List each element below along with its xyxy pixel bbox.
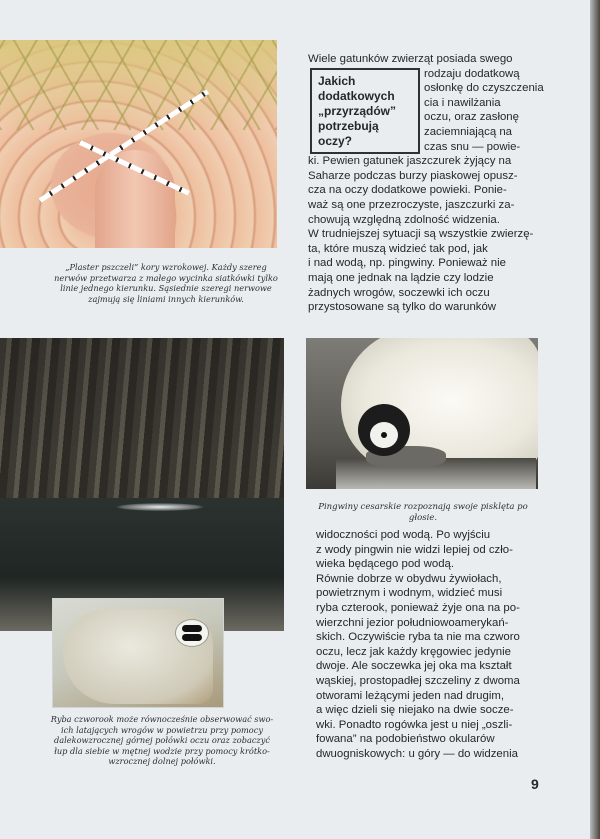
fish-caption	[44, 714, 280, 767]
penguin-chick	[358, 404, 410, 456]
text-line: ki. Pewien gatunek jaszczurek żyjący na	[308, 155, 512, 168]
text-line: chowują względną zdolność widzenia.	[308, 213, 500, 226]
water-surface-photo	[0, 338, 284, 631]
text-line: dwoje. Ale soczewka jej oka ma kształt	[316, 660, 512, 673]
honeycomb-cortex-photo	[0, 40, 277, 248]
caption-line: Pingwiny cesarskie rozpoznają swoje pisklęta po głosie.	[318, 502, 528, 523]
text-line: czas snu — powie-	[424, 140, 521, 153]
caption-line: zajmują się liniami innych kierunków.	[88, 293, 244, 304]
text-line: powietrznym i wodnym, widzieć musi	[316, 587, 503, 600]
text-line: widoczności pod wodą. Po wyjściu	[316, 529, 491, 541]
text-line: W trudniejszej sytuacji są wszystkie zwierzę-	[308, 228, 534, 241]
caption-line: linie jednego kierunku. Sąsiednie szeregi nerwowe	[60, 283, 272, 293]
text-line: cza na oczy dodatkowe powieki. Ponie-	[308, 184, 507, 197]
text-line: skich. Oczywiście ryba ta nie ma czworo	[316, 631, 520, 644]
text-line: rodzaju dodatkową	[424, 67, 520, 80]
bottom-text-column	[316, 528, 542, 762]
text-line: wierzchni jezior południowoamerykań-	[316, 616, 509, 629]
text-line: Równie dobrze w obydwu żywiołach,	[316, 572, 502, 585]
text-line: ryba czterook, ponieważ żyje ona na po-	[316, 601, 520, 614]
text-line: fowana” na podobieństwo okularów	[316, 733, 495, 746]
text-line: a więc dzieli się niejako na dwie socze-	[316, 704, 514, 717]
text-line: wki. Ponadto rogówka jest u niej „oszli-	[316, 718, 513, 731]
caption-line: Ryba czworook może równocześnie obserwować swo-	[50, 714, 274, 724]
text-line: otworami leżącymi jeden nad drugim,	[316, 689, 505, 702]
question-line: oczy?	[318, 134, 353, 148]
question-box	[310, 68, 420, 154]
text-line: przystosowane są tylko do warunków	[308, 301, 497, 314]
text-line: waż są one przezroczyste, jaszczurki za-	[308, 198, 515, 211]
text-line: dwuogniskowych: u góry — do widzenia	[316, 747, 518, 760]
caption-line: nerwów przetwarza z małego wycinka siatkówki tylko	[54, 272, 278, 283]
text-line: mają one jednak na lądzie czy lodzie	[308, 271, 494, 284]
caption-line: dalekowzrocznej górnej połówki oczu oraz zobaczyć	[54, 735, 270, 745]
text-line: wąskiej, prostopadłej szczeliny z dwoma	[316, 674, 520, 687]
page-edge-shadow	[590, 0, 600, 839]
text-line: osłonkę do czyszczenia	[424, 82, 544, 95]
question-line: dodatkowych	[318, 89, 395, 103]
text-line: oczu, lecz jak każdy kręgowiec jedynie	[316, 645, 511, 658]
text-line: i nad wodą, np. pingwiny. Ponieważ nie	[308, 257, 506, 270]
penguin-caption	[305, 502, 541, 523]
text-line: Saharze podczas burzy piaskowej opusz-	[308, 169, 518, 182]
text-line: ta, które muszą widzieć tak pod, jak	[308, 242, 488, 255]
caption-line: ich latających wrogów w powietrzu przy pomocy	[61, 724, 263, 735]
text-line: wieka będącego pod wodą.	[316, 558, 455, 571]
page-number: 9	[531, 776, 539, 792]
caption-line: „Plaster pszczeli” kory wzrokowej. Każdy szereg	[65, 262, 267, 272]
four-eyed-fish-photo	[52, 598, 224, 708]
text-line: z wody pingwin nie widzi lepiej od czło-	[316, 543, 513, 556]
water-ripple	[115, 503, 205, 511]
fish-eye	[175, 619, 209, 647]
text-line: zaciemniającą na	[424, 125, 513, 138]
honeycomb-caption	[48, 262, 284, 304]
question-line: potrzebują	[318, 119, 379, 133]
text-line: cia i nawilżania	[424, 96, 501, 109]
caption-line: wzrocznej dolnej połówki.	[108, 756, 216, 766]
text-line: Wiele gatunków zwierząt posiada swego	[308, 53, 513, 65]
caption-line: łup dla siebie w mętnej wodzie przy pomocy krótko-	[54, 745, 270, 756]
honeycomb-pattern	[0, 40, 277, 130]
question-line: Jakich	[318, 74, 356, 88]
emperor-penguin-photo	[306, 338, 538, 489]
text-line: żadnych wrogów, soczewki ich oczu	[308, 286, 490, 299]
question-line: „przyrządów”	[318, 104, 397, 118]
text-line: oczu, oraz zasłonę	[424, 111, 519, 124]
